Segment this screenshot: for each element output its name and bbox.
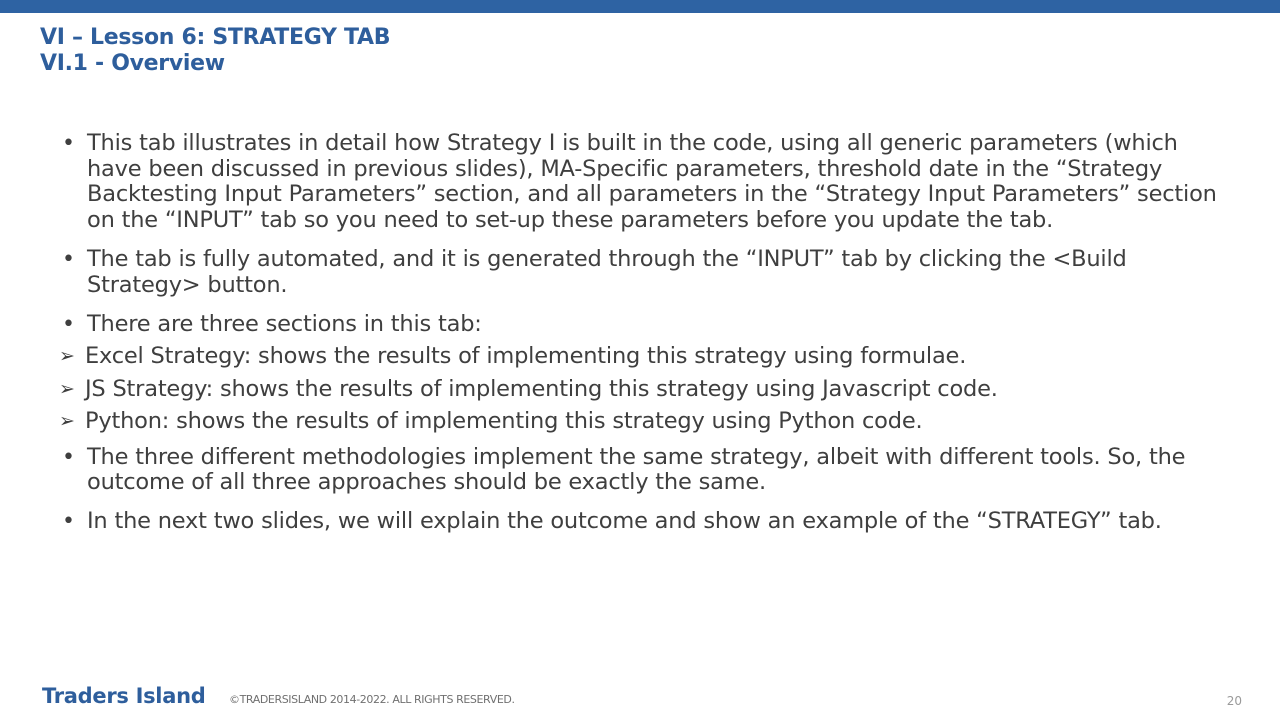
sub-bullet-item [37, 340, 1232, 373]
bullet-dot-icon: • [62, 444, 75, 470]
arrow-bullet-icon: ➢ [59, 410, 75, 433]
bullet-item [62, 131, 1232, 234]
arrow-bullet-icon: ➢ [59, 345, 75, 368]
bullet-item [62, 312, 1232, 338]
slide-title-line-2: VI.1 - Overview [40, 51, 225, 76]
bullet-text: This tab illustrates in detail how Strategy I is built in the code, using all generic parameters (which have been discussed in previous slides), MA-Specific parameters, threshold date in the “Strategy Backtesting Input Parameters” section, and all parameters in the “Strategy Input Parameters” section on the “INPUT” tab so you need to set-up these parameters before you update the tab. [87, 130, 1217, 234]
slide-title-line-1: VI – Lesson 6: STRATEGY TAB [40, 25, 391, 50]
sub-bullet-text: JS Strategy: shows the results of implementing this strategy using Javascript code. [85, 375, 998, 402]
bullet-text: In the next two slides, we will explain the outcome and show an example of the “STRATEGY” tab. [87, 508, 1162, 535]
arrow-bullet-icon: ➢ [59, 377, 75, 400]
bullet-item [62, 247, 1232, 298]
bullet-dot-icon: • [62, 131, 75, 156]
bullet-dot-icon: • [62, 247, 75, 273]
bullet-text: There are three sections in this tab: [87, 311, 482, 337]
page-number: 20 [1226, 694, 1242, 708]
copyright-notice: ©TRADERSISLAND 2014-2022. ALL RIGHTS RESERVED. [229, 693, 515, 706]
bullet-text: The three different methodologies implement the same strategy, albeit with different tools. So, the outcome of all three approaches should be exactly the same. [87, 443, 1186, 496]
brand-logo: Traders Island [42, 684, 206, 708]
bullet-dot-icon: • [62, 312, 75, 337]
sub-bullet-item [37, 373, 1232, 406]
bullet-item [62, 509, 1232, 535]
bullet-text: The tab is fully automated, and it is generated through the “INPUT” tab by clicking the <Build Strategy> button. [87, 246, 1127, 298]
bullet-item [62, 445, 1232, 496]
top-accent-bar [0, 0, 1280, 13]
bullet-dot-icon: • [62, 509, 75, 535]
bullet-list [59, 130, 1232, 548]
sub-bullet-text: Python: shows the results of implementing this strategy using Python code. [85, 408, 923, 435]
sub-bullet-item [37, 405, 1232, 438]
sub-bullet-list [37, 340, 1232, 438]
slide-title [40, 25, 390, 77]
sub-bullet-text: Excel Strategy: shows the results of implementing this strategy using formulae. [85, 343, 967, 370]
